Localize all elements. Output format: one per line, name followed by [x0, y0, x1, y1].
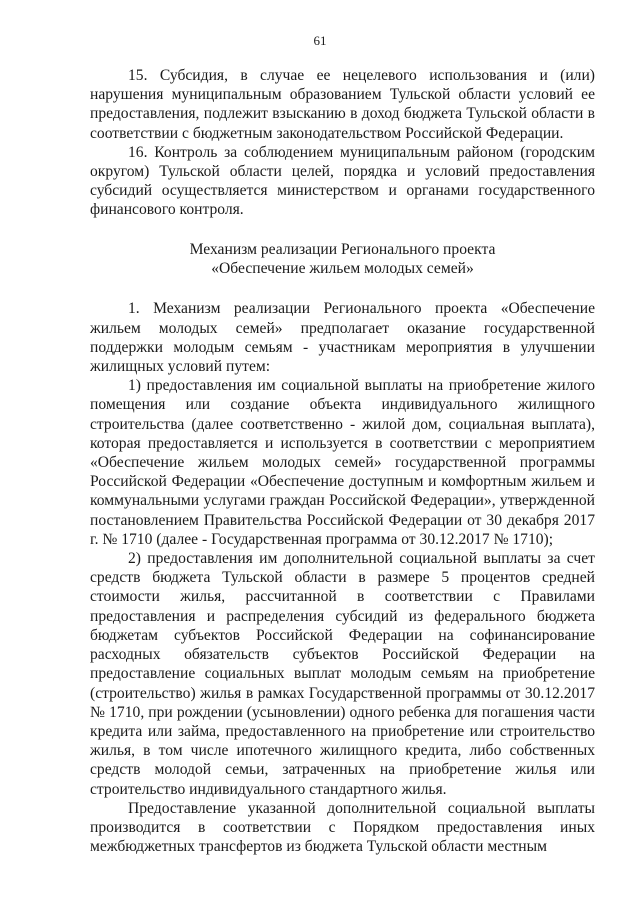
paragraph-16: 16. Контроль за соблюдением муниципальным районом (городским округом) Тульской области целей, порядка и условий предоставления субсидий осуществляется министерством и органами государственного финансового контроля. — [90, 143, 595, 219]
section-heading-line-2: «Обеспечение жильем молодых семей» — [211, 260, 474, 278]
section-heading — [90, 240, 595, 279]
paragraph-mechanism-1: 1. Механизм реализации Регионального проекта «Обеспечение жильем молодых семей» предполагает оказание государственной поддержки молодым семьям - участникам мероприятия в улучшении жилищных условий путем: — [90, 300, 595, 376]
paragraph-item-1: 1) предоставления им социальной выплаты на приобретение жилого помещения или создание объекта индивидуального жилищного строительства (далее соответственно - жилой дом, социальная выплата), которая предоставляется и используется в соответствии с мероприятием «Обеспечение жильем молодых семей» государственной программы Российской Федерации «Обеспечение доступным и комфортным жильем и коммунальными услугами граждан Российской Федерации», утвержденной постановлением Правительства Российской Федерации от 30 декабря 2017 г. № 1710 (далее - Государственная программа от 30.12.2017 № 1710); — [90, 377, 595, 548]
paragraph-15: 15. Субсидия, в случае ее нецелевого использования и (или) нарушения муниципальным образованием Тульской области условий ее предоставления, подлежит взысканию в доход бюджета Тульской области в соответствии с бюджетным законодательством Российской Федерации. — [90, 67, 595, 142]
document-body — [90, 66, 595, 856]
page-number: 61 — [313, 33, 327, 48]
paragraph-additional-payment: Предоставление указанной дополнительной социальной выплаты производится в соответствии с Порядком предоставления иных межбюджетных трансфертов из бюджета Тульской области местным — [90, 799, 595, 856]
paragraph-item-2: 2) предоставления им дополнительной социальной выплаты за счет средств бюджета Тульской области в размере 5 процентов средней стоимости жилья, рассчитанной в соответствии с Правилами предоставления и распределения субсидий из федерального бюджета бюджетам субъектов Российской Федерации на софинансирование расходных обязательств субъектов Российской Федерации на предоставление социальных выплат молодым семьям на приобретение (строительство) жилья в рамках Государственной программы от 30.12.2017 № 1710, при рождении (усыновлении) одного ребенка для погашения части кредита или займа, предоставленного на приобретение или строительство жилья, в том числе ипотечного жилищного кредита, либо собственных средств молодой семьи, затраченных на приобретение жилья или строительство индивидуального стандартного жилья. — [90, 550, 595, 798]
section-heading-line-1: Механизм реализации Регионального проекта — [189, 240, 496, 258]
